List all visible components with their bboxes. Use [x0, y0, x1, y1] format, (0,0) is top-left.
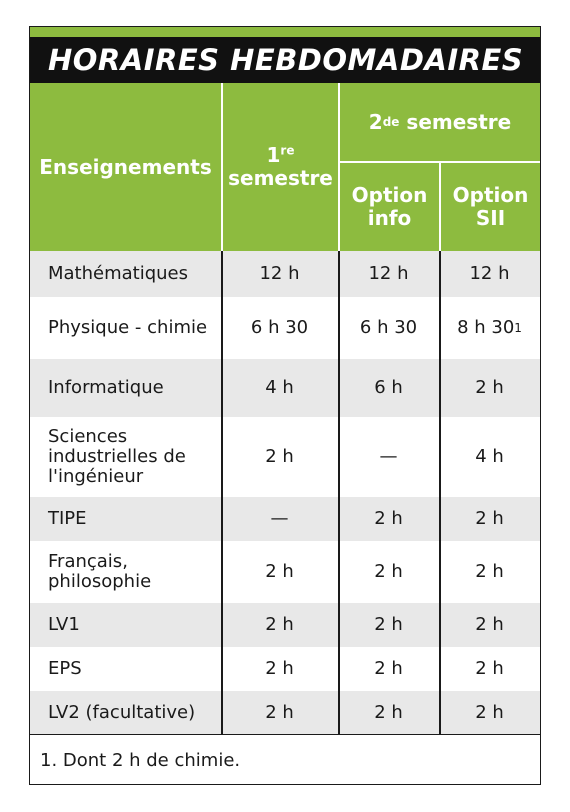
header-divider-horizontal — [340, 161, 540, 163]
table-row — [30, 497, 540, 541]
cell-option-sii — [439, 359, 540, 417]
cell-option-sii-value: 2 h — [475, 614, 504, 636]
cell-semester-1: 6 h 30 — [250, 317, 309, 339]
cell-option-sii — [439, 417, 540, 497]
cell-option-sii — [439, 603, 540, 647]
header-divider-2 — [338, 83, 340, 251]
cell-subject: Physique - chimie — [48, 317, 208, 339]
cell-subject: Sciences industrielles de l'ingénieur — [48, 426, 186, 487]
table-row — [30, 647, 540, 691]
cell-subject: Français, philosophie — [48, 551, 152, 592]
cell-option-sii-value: 4 h — [475, 446, 504, 468]
table-row — [30, 417, 540, 497]
cell-semester-1: 12 h — [259, 263, 300, 285]
cell-subject: Informatique — [48, 377, 164, 399]
option-info-line2: info — [367, 206, 412, 230]
cell-option-sii-value: 2 h — [475, 377, 504, 399]
cell-option-sii — [439, 251, 540, 297]
cell-option-info: 2 h — [374, 614, 403, 636]
cell-option-info: 2 h — [374, 658, 403, 680]
cell-option-sii: 8 h 30 1 — [457, 317, 522, 339]
cell-option-info: 6 h — [374, 377, 403, 399]
header-option-info — [340, 163, 439, 251]
cell-option-sii — [439, 647, 540, 691]
cell-option-sii-value: 12 h — [469, 263, 510, 285]
cell-subject: EPS — [48, 658, 82, 680]
table-row — [30, 297, 540, 359]
accent-band — [30, 27, 540, 37]
cell-option-sii-value: 8 h 30 — [457, 317, 515, 339]
cell-option-sii-value: 2 h — [475, 701, 504, 723]
cell-subject: TIPE — [48, 508, 87, 530]
cell-subject: Mathématiques — [48, 263, 189, 285]
cell-option-info: 2 h — [374, 701, 403, 723]
cell-option-info: 2 h — [374, 508, 403, 530]
column-divider-3 — [439, 251, 441, 734]
header-semester-1 — [223, 83, 338, 251]
table-row — [30, 359, 540, 417]
header-semester-2: 2 de semestre — [368, 109, 512, 134]
cell-option-sii — [439, 541, 540, 603]
table-row — [30, 541, 540, 603]
schedule-card — [29, 26, 541, 785]
cell-option-info: 6 h 30 — [359, 317, 418, 339]
cell-option-info: 12 h — [368, 263, 409, 285]
cell-semester-1: 2 h — [265, 614, 294, 636]
header-sem1-number: 1 — [266, 143, 281, 167]
cell-option-sii-value: 2 h — [475, 658, 504, 680]
table-title: HORAIRES HEBDOMADAIRES — [30, 37, 540, 83]
cell-semester-1: — — [270, 508, 289, 530]
cell-option-sii-value: 2 h — [475, 561, 504, 583]
cell-semester-1: 2 h — [265, 701, 294, 723]
cell-subject: LV2 (facultative) — [48, 701, 196, 723]
cell-option-info: — — [379, 446, 398, 468]
cell-option-sii-value: 2 h — [475, 508, 504, 530]
option-info-line1: Option — [351, 183, 428, 207]
cell-option-sii — [439, 691, 540, 734]
header-sem2-word: semestre — [406, 109, 512, 134]
table-header — [30, 83, 540, 251]
header-divider-1 — [221, 83, 223, 251]
header-subject: Enseignements — [39, 154, 212, 179]
header-sem2-number: 2 — [368, 109, 383, 134]
cell-semester-1: 2 h — [265, 561, 294, 583]
column-divider-1 — [221, 251, 223, 734]
cell-semester-1: 2 h — [265, 658, 294, 680]
cell-option-info: 2 h — [374, 561, 403, 583]
header-sem1-sup: re — [280, 143, 295, 158]
table-row — [30, 691, 540, 734]
cell-semester-1: 4 h — [265, 377, 294, 399]
cell-semester-1: 2 h — [265, 446, 294, 468]
cell-subject: LV1 — [48, 614, 80, 636]
column-divider-2 — [338, 251, 340, 734]
header-option-sii — [441, 163, 540, 251]
table-row — [30, 251, 540, 297]
footnote: 1. Dont 2 h de chimie. — [30, 734, 540, 785]
table-row — [30, 603, 540, 647]
header-divider-3 — [439, 163, 441, 251]
option-sii-line1: Option — [452, 183, 529, 207]
option-sii-line2: SII — [475, 206, 506, 230]
cell-option-sii — [439, 497, 540, 541]
header-sem1-word: semestre — [228, 166, 333, 190]
